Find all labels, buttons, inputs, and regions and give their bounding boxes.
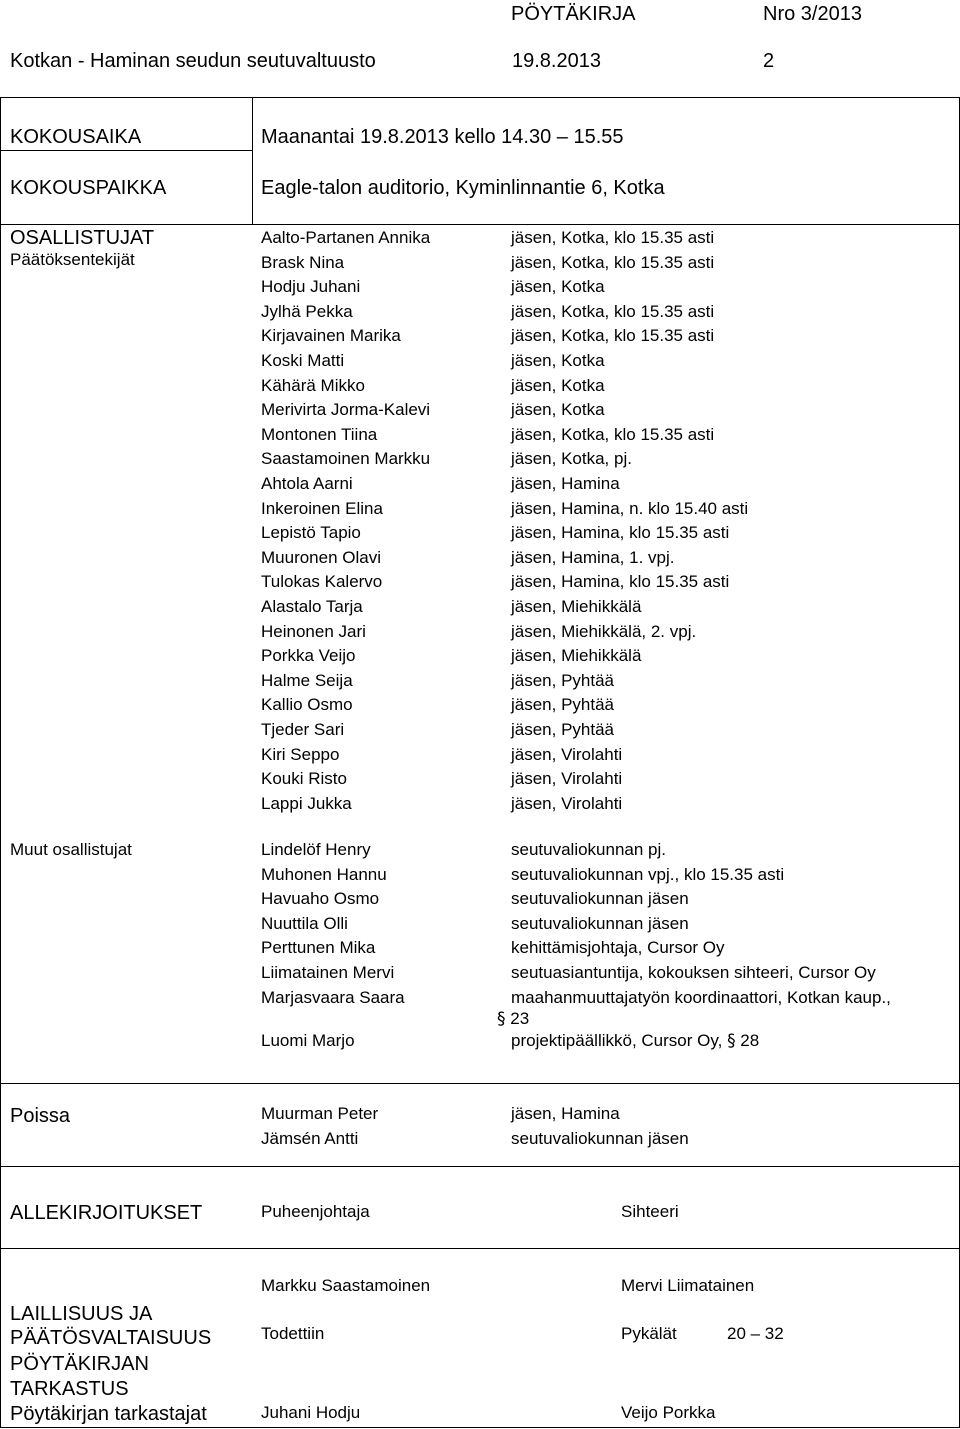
- absent-row-name: Jämsén Antti: [261, 1128, 359, 1148]
- other-participant-row-name: Havuaho Osmo: [261, 889, 380, 909]
- member-row-role: jäsen, Pyhtää: [511, 695, 615, 715]
- other-participant-row-role: seutuasiantuntija, kokouksen sihteeri, Cursor Oy: [511, 963, 876, 982]
- member-row: [0, 767, 960, 792]
- member-row-name: Kouki Risto: [261, 769, 347, 789]
- member-row-role: jäsen, Kotka, klo 15.35 asti: [511, 424, 715, 444]
- chair-name: Markku Saastamoinen: [261, 1276, 431, 1295]
- row-divider: [0, 150, 252, 151]
- signatures-label: ALLEKIRJOITUKSET: [10, 1202, 203, 1224]
- member-row-name: Alastalo Tarja: [261, 597, 363, 616]
- member-row-role: jäsen, Hamina, klo 15.35 asti: [511, 572, 730, 592]
- member-row: [0, 349, 960, 374]
- member-row-name: Muuronen Olavi: [261, 547, 382, 567]
- legality-label-line: LAILLISUUS JA: [10, 1303, 153, 1325]
- other-participant-row-role: seutuvaliokunnan jäsen: [511, 913, 689, 933]
- other-participant-row-name: Muhonen Hannu: [261, 864, 387, 884]
- absent-row-name: Muurman Peter: [261, 1104, 379, 1123]
- other-participant-row: [0, 936, 960, 961]
- other-participant-row-role: seutuvaliokunnan jäsen: [511, 889, 689, 909]
- member-row: [0, 620, 960, 645]
- other-participant-row: [0, 912, 960, 937]
- other-participant-row: [0, 887, 960, 912]
- member-row: [0, 226, 960, 251]
- other-participant-row-name: Nuuttila Olli: [261, 913, 348, 933]
- member-row-role: jäsen, Kotka, klo 15.35 asti: [511, 228, 715, 247]
- row-divider: [0, 1166, 960, 1167]
- inspector-name: Veijo Porkka: [621, 1403, 716, 1422]
- member-row: [0, 792, 960, 817]
- other-participant-row-name: Liimatainen Mervi: [261, 963, 395, 982]
- other-participant-row-name: Perttunen Mika: [261, 938, 376, 958]
- member-row-name: Tulokas Kalervo: [261, 572, 383, 592]
- absent-label: Poissa: [10, 1105, 71, 1127]
- member-row-role: jäsen, Miehikkälä, 2. vpj.: [511, 621, 697, 641]
- member-row: [0, 497, 960, 522]
- other-participant-role: [511, 1029, 759, 1053]
- member-row-name: Aalto-Partanen Annika: [261, 228, 431, 247]
- member-row-role: jäsen, Kotka: [511, 351, 605, 370]
- member-row: [0, 251, 960, 276]
- member-row-name: Lepistö Tapio: [261, 523, 361, 543]
- member-row-name: Kirjavainen Marika: [261, 326, 401, 346]
- member-row: [0, 693, 960, 718]
- member-row-role: jäsen, Hamina, klo 15.35 asti: [511, 523, 730, 543]
- member-row-name: Lappi Jukka: [261, 793, 352, 813]
- secretary-title: Sihteeri: [621, 1202, 679, 1221]
- meeting-place-value: Eagle-talon auditorio, Kyminlinnantie 6, Kotka: [261, 177, 665, 199]
- other-participant-row-role: maahanmuuttajatyön koordinaattori, Kotkan kaup.,: [511, 987, 891, 1007]
- other-participant-row: [0, 961, 960, 986]
- member-row-name: Jylhä Pekka: [261, 301, 353, 321]
- other-participant-row: [0, 838, 960, 863]
- member-row-role: jäsen, Kotka, klo 15.35 asti: [511, 252, 715, 272]
- member-row: [0, 324, 960, 349]
- member-row-role: jäsen, Virolahti: [511, 769, 623, 789]
- member-row: [0, 669, 960, 694]
- member-row: [0, 374, 960, 399]
- member-row: [0, 472, 960, 497]
- member-row-name: Hodju Juhani: [261, 277, 361, 297]
- row-divider: [0, 1248, 960, 1249]
- member-row-role: jäsen, Virolahti: [511, 744, 623, 764]
- member-row-role: jäsen, Kotka, klo 15.35 asti: [511, 326, 715, 346]
- member-row: [0, 595, 960, 620]
- member-row-name: Inkeroinen Elina: [261, 498, 383, 518]
- member-row-name: Kiri Seppo: [261, 744, 340, 764]
- meeting-time-label: KOKOUSAIKA: [10, 126, 142, 148]
- legality-label-line: PÖYTÄKIRJAN: [10, 1353, 149, 1375]
- section-number: 28: [740, 1031, 760, 1050]
- member-row: [0, 275, 960, 300]
- member-row-role: jäsen, Kotka, pj.: [511, 449, 632, 469]
- member-row-role: jäsen, Kotka: [511, 400, 605, 420]
- member-row-role: jäsen, Pyhtää: [511, 670, 615, 690]
- member-row-role: jäsen, Virolahti: [511, 793, 623, 813]
- member-row: [0, 300, 960, 325]
- role-text: projektipäällikkö, Cursor Oy,: [511, 1031, 723, 1050]
- member-row-role: jäsen, Kotka: [511, 277, 605, 297]
- page-number: 2: [763, 50, 775, 72]
- member-row-name: Ahtola Aarni: [261, 474, 353, 493]
- member-row-name: Montonen Tiina: [261, 424, 378, 444]
- row-divider: [0, 1083, 960, 1084]
- column-divider: [252, 97, 253, 224]
- member-row-name: Merivirta Jorma-Kalevi: [261, 400, 431, 420]
- secretary-name: Mervi Liimatainen: [621, 1276, 755, 1295]
- absent-row: [0, 1127, 960, 1152]
- member-row-role: jäsen, Pyhtää: [511, 720, 615, 739]
- absent-row-role: seutuvaliokunnan jäsen: [511, 1128, 689, 1148]
- absent-row: [0, 1102, 960, 1127]
- other-participant-row: [0, 863, 960, 888]
- other-participant-row-role: seutuvaliokunnan vpj., klo 15.35 asti: [511, 864, 785, 884]
- member-row: [0, 546, 960, 571]
- member-row-role: jäsen, Miehikkälä: [511, 646, 642, 666]
- absent-row-role: jäsen, Hamina: [511, 1104, 620, 1123]
- other-participant-row: [0, 986, 960, 1011]
- marjasvaara-section-ref: [497, 1007, 529, 1031]
- member-row-name: Halme Seija: [261, 670, 353, 690]
- other-participant-row-role: seutuvaliokunnan pj.: [511, 840, 667, 859]
- other-participant-row-name: Marjasvaara Saara: [261, 987, 405, 1007]
- inspector-name: Juhani Hodju: [261, 1403, 361, 1422]
- other-participant-row-role: kehittämisjohtaja, Cursor Oy: [511, 938, 725, 958]
- sections-value: 20 – 32: [727, 1324, 784, 1343]
- legality-label-line: TARKASTUS: [10, 1378, 129, 1400]
- member-row: [0, 447, 960, 472]
- confirmed-text: Todettiin: [261, 1324, 325, 1343]
- member-row-name: Porkka Veijo: [261, 646, 356, 666]
- member-row-name: Saastamoinen Markku: [261, 449, 431, 469]
- member-row-name: Kähärä Mikko: [261, 375, 365, 395]
- member-row-name: Koski Matti: [261, 351, 345, 370]
- member-row-role: jäsen, Hamina, 1. vpj.: [511, 547, 675, 567]
- member-row: [0, 398, 960, 423]
- member-row: [0, 570, 960, 595]
- member-row: [0, 423, 960, 448]
- meeting-time-value: Maanantai 19.8.2013 kello 14.30 – 15.55: [261, 126, 624, 148]
- decision-makers-label: Päätöksentekijät: [10, 250, 135, 269]
- member-row-name: Kallio Osmo: [261, 695, 353, 715]
- section-sign-icon: §: [727, 1031, 736, 1051]
- row-divider: [0, 224, 960, 225]
- legality-label-line: PÄÄTÖSVALTAISUUS: [10, 1327, 212, 1349]
- member-row: [0, 521, 960, 546]
- member-row: [0, 743, 960, 768]
- meeting-date: 19.8.2013: [512, 50, 601, 72]
- chair-title: Puheenjohtaja: [261, 1202, 370, 1221]
- other-participants-label: Muut osallistujat: [10, 840, 132, 859]
- member-row-role: jäsen, Kotka: [511, 375, 605, 395]
- member-row-name: Brask Nina: [261, 252, 345, 272]
- member-row-role: jäsen, Hamina: [511, 474, 620, 493]
- section-number: 23: [510, 1009, 530, 1028]
- document-number: Nro 3/2013: [763, 3, 862, 25]
- member-row: [0, 644, 960, 669]
- participants-label: OSALLISTUJAT: [10, 227, 155, 249]
- member-row-role: jäsen, Miehikkälä: [511, 597, 642, 616]
- inspectors-label: Pöytäkirjan tarkastajat: [10, 1403, 207, 1425]
- section-sign-icon: §: [497, 1009, 506, 1029]
- member-row-role: jäsen, Kotka, klo 15.35 asti: [511, 301, 715, 321]
- other-participant-row-name: Lindelöf Henry: [261, 840, 371, 859]
- meeting-place-label: KOKOUSPAIKKA: [10, 177, 167, 199]
- document-type: PÖYTÄKIRJA: [511, 3, 636, 25]
- member-row-name: Tjeder Sari: [261, 720, 345, 739]
- member-row-role: jäsen, Hamina, n. klo 15.40 asti: [511, 498, 749, 518]
- other-participant-name: Luomi Marjo: [261, 1031, 355, 1050]
- organization-name: Kotkan - Haminan seudun seutuvaltuusto: [10, 50, 376, 72]
- sections-label: Pykälät: [621, 1324, 677, 1343]
- member-row: [0, 718, 960, 743]
- member-row-name: Heinonen Jari: [261, 621, 366, 641]
